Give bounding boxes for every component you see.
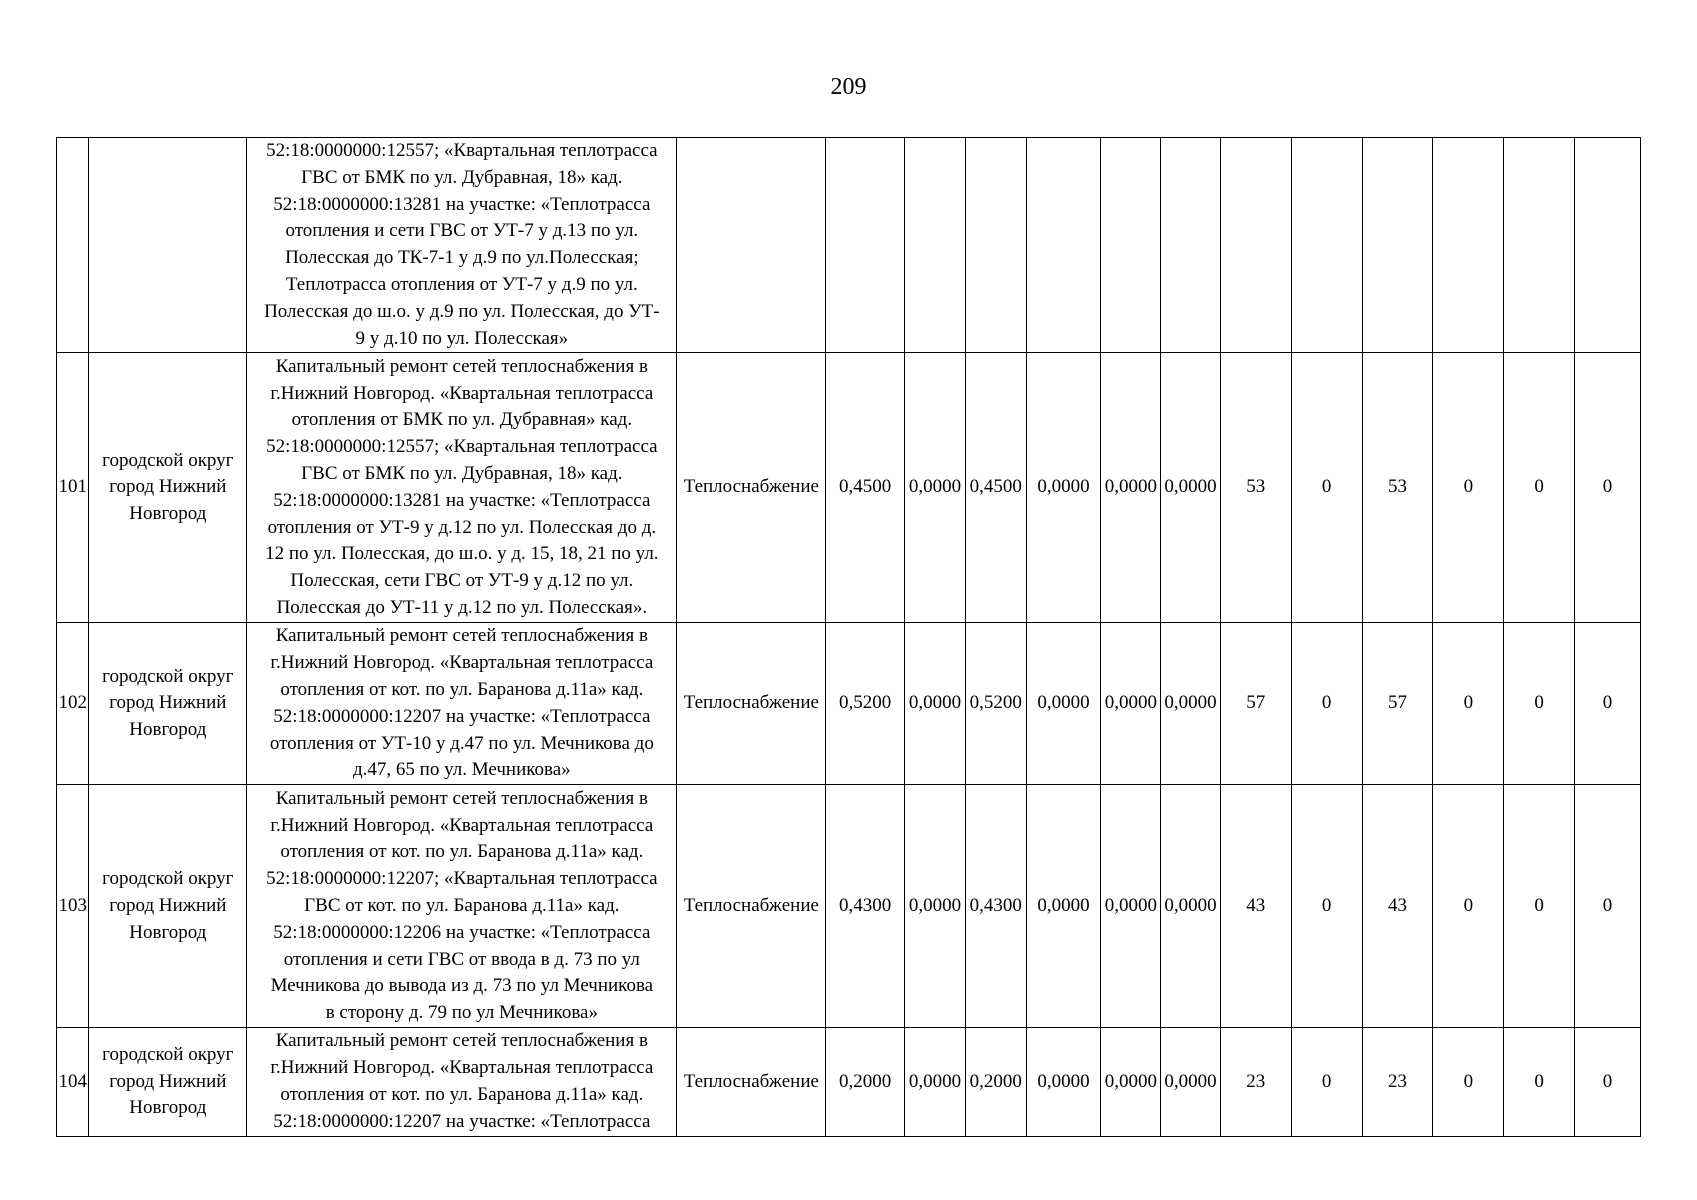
service-cell: Теплоснабжение: [677, 623, 826, 785]
count-cell: [1220, 138, 1291, 353]
row-index: [57, 138, 89, 353]
count-cell: 23: [1220, 1028, 1291, 1136]
table-row: [57, 138, 1641, 353]
value-cell: 0,0000: [905, 1028, 966, 1136]
count-cell: 53: [1362, 353, 1433, 623]
count-cell: 0: [1575, 623, 1641, 785]
row-index: 103: [57, 785, 89, 1028]
count-cell: 0: [1575, 353, 1641, 623]
count-cell: 0: [1433, 1028, 1504, 1136]
value-cell: 0,5200: [826, 623, 905, 785]
value-cell: 0,5200: [965, 623, 1026, 785]
row-index: 101: [57, 353, 89, 623]
municipality-cell: городской округ город Нижний Новгород: [89, 785, 247, 1028]
value-cell: 0,0000: [1026, 785, 1101, 1028]
value-cell: 0,0000: [1101, 1028, 1161, 1136]
register-table: [56, 137, 1641, 1137]
count-cell: 43: [1362, 785, 1433, 1028]
count-cell: [1291, 138, 1362, 353]
row-index: 104: [57, 1028, 89, 1136]
count-cell: 0: [1504, 785, 1575, 1028]
description-cell: Капитальный ремонт сетей теплоснабжения в г.Нижний Новгород. «Квартальная теплотрасса отопления от кот. по ул. Баранова д.11а» кад. 52:18:0000000:12207 на участке: «Теплотрасса отопления от УТ-10 у д.47 по ул. Мечникова до д.47, 65 по ул. Мечникова»: [247, 623, 677, 785]
value-cell: 0,0000: [905, 785, 966, 1028]
value-cell: 0,0000: [1161, 623, 1221, 785]
count-cell: 0: [1504, 1028, 1575, 1136]
service-cell: Теплоснабжение: [677, 785, 826, 1028]
count-cell: 53: [1220, 353, 1291, 623]
count-cell: 0: [1291, 353, 1362, 623]
count-cell: 0: [1291, 623, 1362, 785]
value-cell: 0,0000: [1161, 785, 1221, 1028]
value-cell: [1101, 138, 1161, 353]
page-number: 209: [830, 74, 867, 100]
count-cell: 0: [1291, 1028, 1362, 1136]
value-cell: 0,4500: [965, 353, 1026, 623]
value-cell: 0,0000: [1101, 353, 1161, 623]
value-cell: 0,0000: [1101, 623, 1161, 785]
count-cell: 57: [1220, 623, 1291, 785]
value-cell: 0,0000: [1101, 785, 1161, 1028]
count-cell: 43: [1220, 785, 1291, 1028]
description-cell: 52:18:0000000:12557; «Квартальная теплотрасса ГВС от БМК по ул. Дубравная, 18» кад. 52:18:0000000:13281 на участке: «Теплотрасса отопления и сети ГВС от УТ-7 у д.13 по ул. Полесская до ТК-7-1 у д.9 по ул.Полесская; Теплотрасса отопления от УТ-7 у д.9 по ул. Полесская до ш.о. у д.9 по ул. Полесская, до УТ- 9 у д.10 по ул. Полесская»: [247, 138, 677, 353]
table-row: [57, 623, 1641, 785]
count-cell: 0: [1291, 785, 1362, 1028]
count-cell: 23: [1362, 1028, 1433, 1136]
count-cell: 0: [1575, 1028, 1641, 1136]
count-cell: 0: [1433, 623, 1504, 785]
value-cell: [1161, 138, 1221, 353]
value-cell: 0,4300: [965, 785, 1026, 1028]
count-cell: [1362, 138, 1433, 353]
service-cell: Теплоснабжение: [677, 353, 826, 623]
count-cell: 0: [1575, 785, 1641, 1028]
table-row: [57, 785, 1641, 1028]
value-cell: 0,2000: [965, 1028, 1026, 1136]
value-cell: 0,0000: [1026, 1028, 1101, 1136]
count-cell: 0: [1504, 623, 1575, 785]
value-cell: 0,0000: [905, 353, 966, 623]
value-cell: 0,0000: [1161, 353, 1221, 623]
count-cell: [1575, 138, 1641, 353]
municipality-cell: городской округ город Нижний Новгород: [89, 1028, 247, 1136]
municipality-cell: [89, 138, 247, 353]
value-cell: [826, 138, 905, 353]
service-cell: Теплоснабжение: [677, 1028, 826, 1136]
value-cell: [1026, 138, 1101, 353]
value-cell: 0,0000: [1026, 623, 1101, 785]
table-row: [57, 1028, 1641, 1136]
count-cell: 0: [1433, 353, 1504, 623]
description-cell: Капитальный ремонт сетей теплоснабжения в г.Нижний Новгород. «Квартальная теплотрасса отопления от БМК по ул. Дубравная» кад. 52:18:0000000:12557; «Квартальная теплотрасса ГВС от БМК по ул. Дубравная, 18» кад. 52:18:0000000:13281 на участке: «Теплотрасса отопления от УТ-9 у д.12 по ул. Полесская до д. 12 по ул. Полесская, до ш.о. у д. 15, 18, 21 по ул. Полесская, сети ГВС от УТ-9 у д.12 по ул. Полесская до УТ-11 у д.12 по ул. Полесская».: [247, 353, 677, 623]
value-cell: 0,0000: [905, 623, 966, 785]
description-cell: Капитальный ремонт сетей теплоснабжения в г.Нижний Новгород. «Квартальная теплотрасса отопления от кот. по ул. Баранова д.11а» кад. 52:18:0000000:12207; «Квартальная теплотрасса ГВС от кот. по ул. Баранова д.11а» кад. 52:18:0000000:12206 на участке: «Теплотрасса отопления и сети ГВС от ввода в д. 73 по ул Мечникова до вывода из д. 73 по ул Мечникова в сторону д. 79 по ул Мечникова»: [247, 785, 677, 1028]
description-cell: Капитальный ремонт сетей теплоснабжения в г.Нижний Новгород. «Квартальная теплотрасса отопления от кот. по ул. Баранова д.11а» кад. 52:18:0000000:12207 на участке: «Теплотрасса: [247, 1028, 677, 1136]
municipality-cell: городской округ город Нижний Новгород: [89, 623, 247, 785]
value-cell: 0,0000: [1161, 1028, 1221, 1136]
count-cell: 0: [1504, 353, 1575, 623]
value-cell: 0,0000: [1026, 353, 1101, 623]
count-cell: [1433, 138, 1504, 353]
value-cell: 0,4500: [826, 353, 905, 623]
count-cell: [1504, 138, 1575, 353]
row-index: 102: [57, 623, 89, 785]
value-cell: 0,2000: [826, 1028, 905, 1136]
table-row: [57, 353, 1641, 623]
value-cell: [905, 138, 966, 353]
count-cell: 57: [1362, 623, 1433, 785]
count-cell: 0: [1433, 785, 1504, 1028]
value-cell: 0,4300: [826, 785, 905, 1028]
municipality-cell: городской округ город Нижний Новгород: [89, 353, 247, 623]
service-cell: [677, 138, 826, 353]
value-cell: [965, 138, 1026, 353]
